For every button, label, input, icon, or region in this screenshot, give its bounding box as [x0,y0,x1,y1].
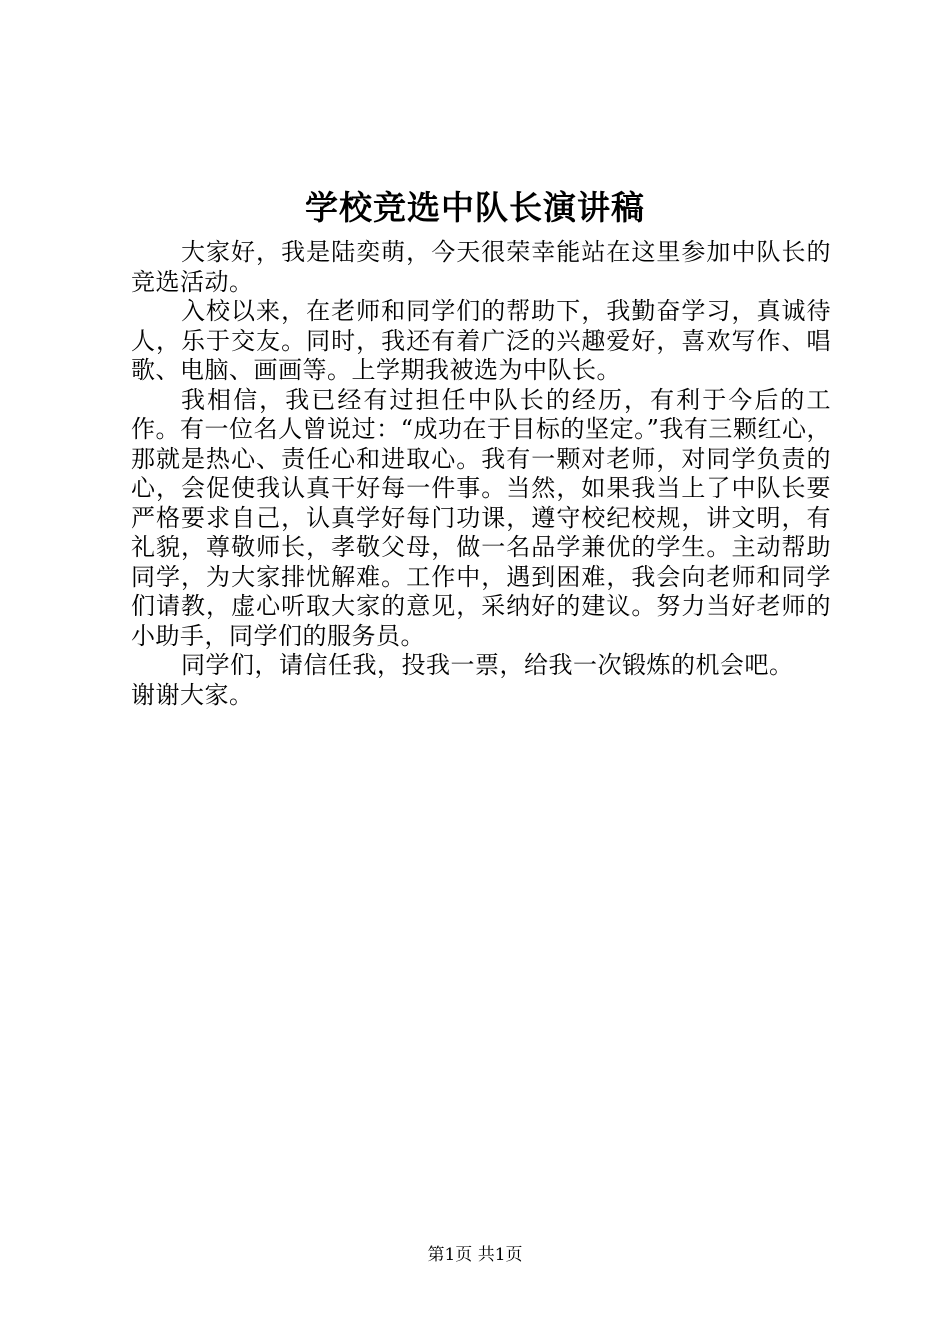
document-title: 学校竞选中队长演讲稿 [305,188,645,227]
paragraph-greeting: 大家好，我是陆奕萌，今天很荣幸能站在这里参加中队长的竞选活动。 [131,238,831,296]
document-body [131,238,831,710]
paragraph-appeal: 同学们，请信任我，投我一票，给我一次锻炼的机会吧。 [181,651,794,679]
paragraph-introduction: 入校以来，在老师和同学们的帮助下，我勤奋学习，真诚待人，乐于交友。同时，我还有着广泛的兴趣爱好，喜欢写作、唱歌、电脑、画画等。上学期我被选为中队长。 [131,297,831,384]
page-number-footer: 第1页 共1页 [427,1245,523,1265]
paragraph-commitment: 我相信，我已经有过担任中队长的经历，有利于今后的工作。有一位名人曾说过：“成功在于目标的坚定。”我有三颗红心，那就是热心、责任心和进取心。我有一颗对老师，对同学负责的心，会促使我认真干好每一件事。当然，如果我当上了中队长要严格要求自己，认真学好每门功课，遵守校纪校规，讲文明，有礼貌，尊敬师长，孝敬父母，做一名品学兼优的学生。主动帮助同学，为大家排忧解难。工作中，遇到困难，我会向老师和同学们请教，虚心听取大家的意见，采纳好的建议。努力当好老师的小助手，同学们的服务员。 [131,385,831,650]
paragraph-thanks: 谢谢大家。 [131,680,254,709]
